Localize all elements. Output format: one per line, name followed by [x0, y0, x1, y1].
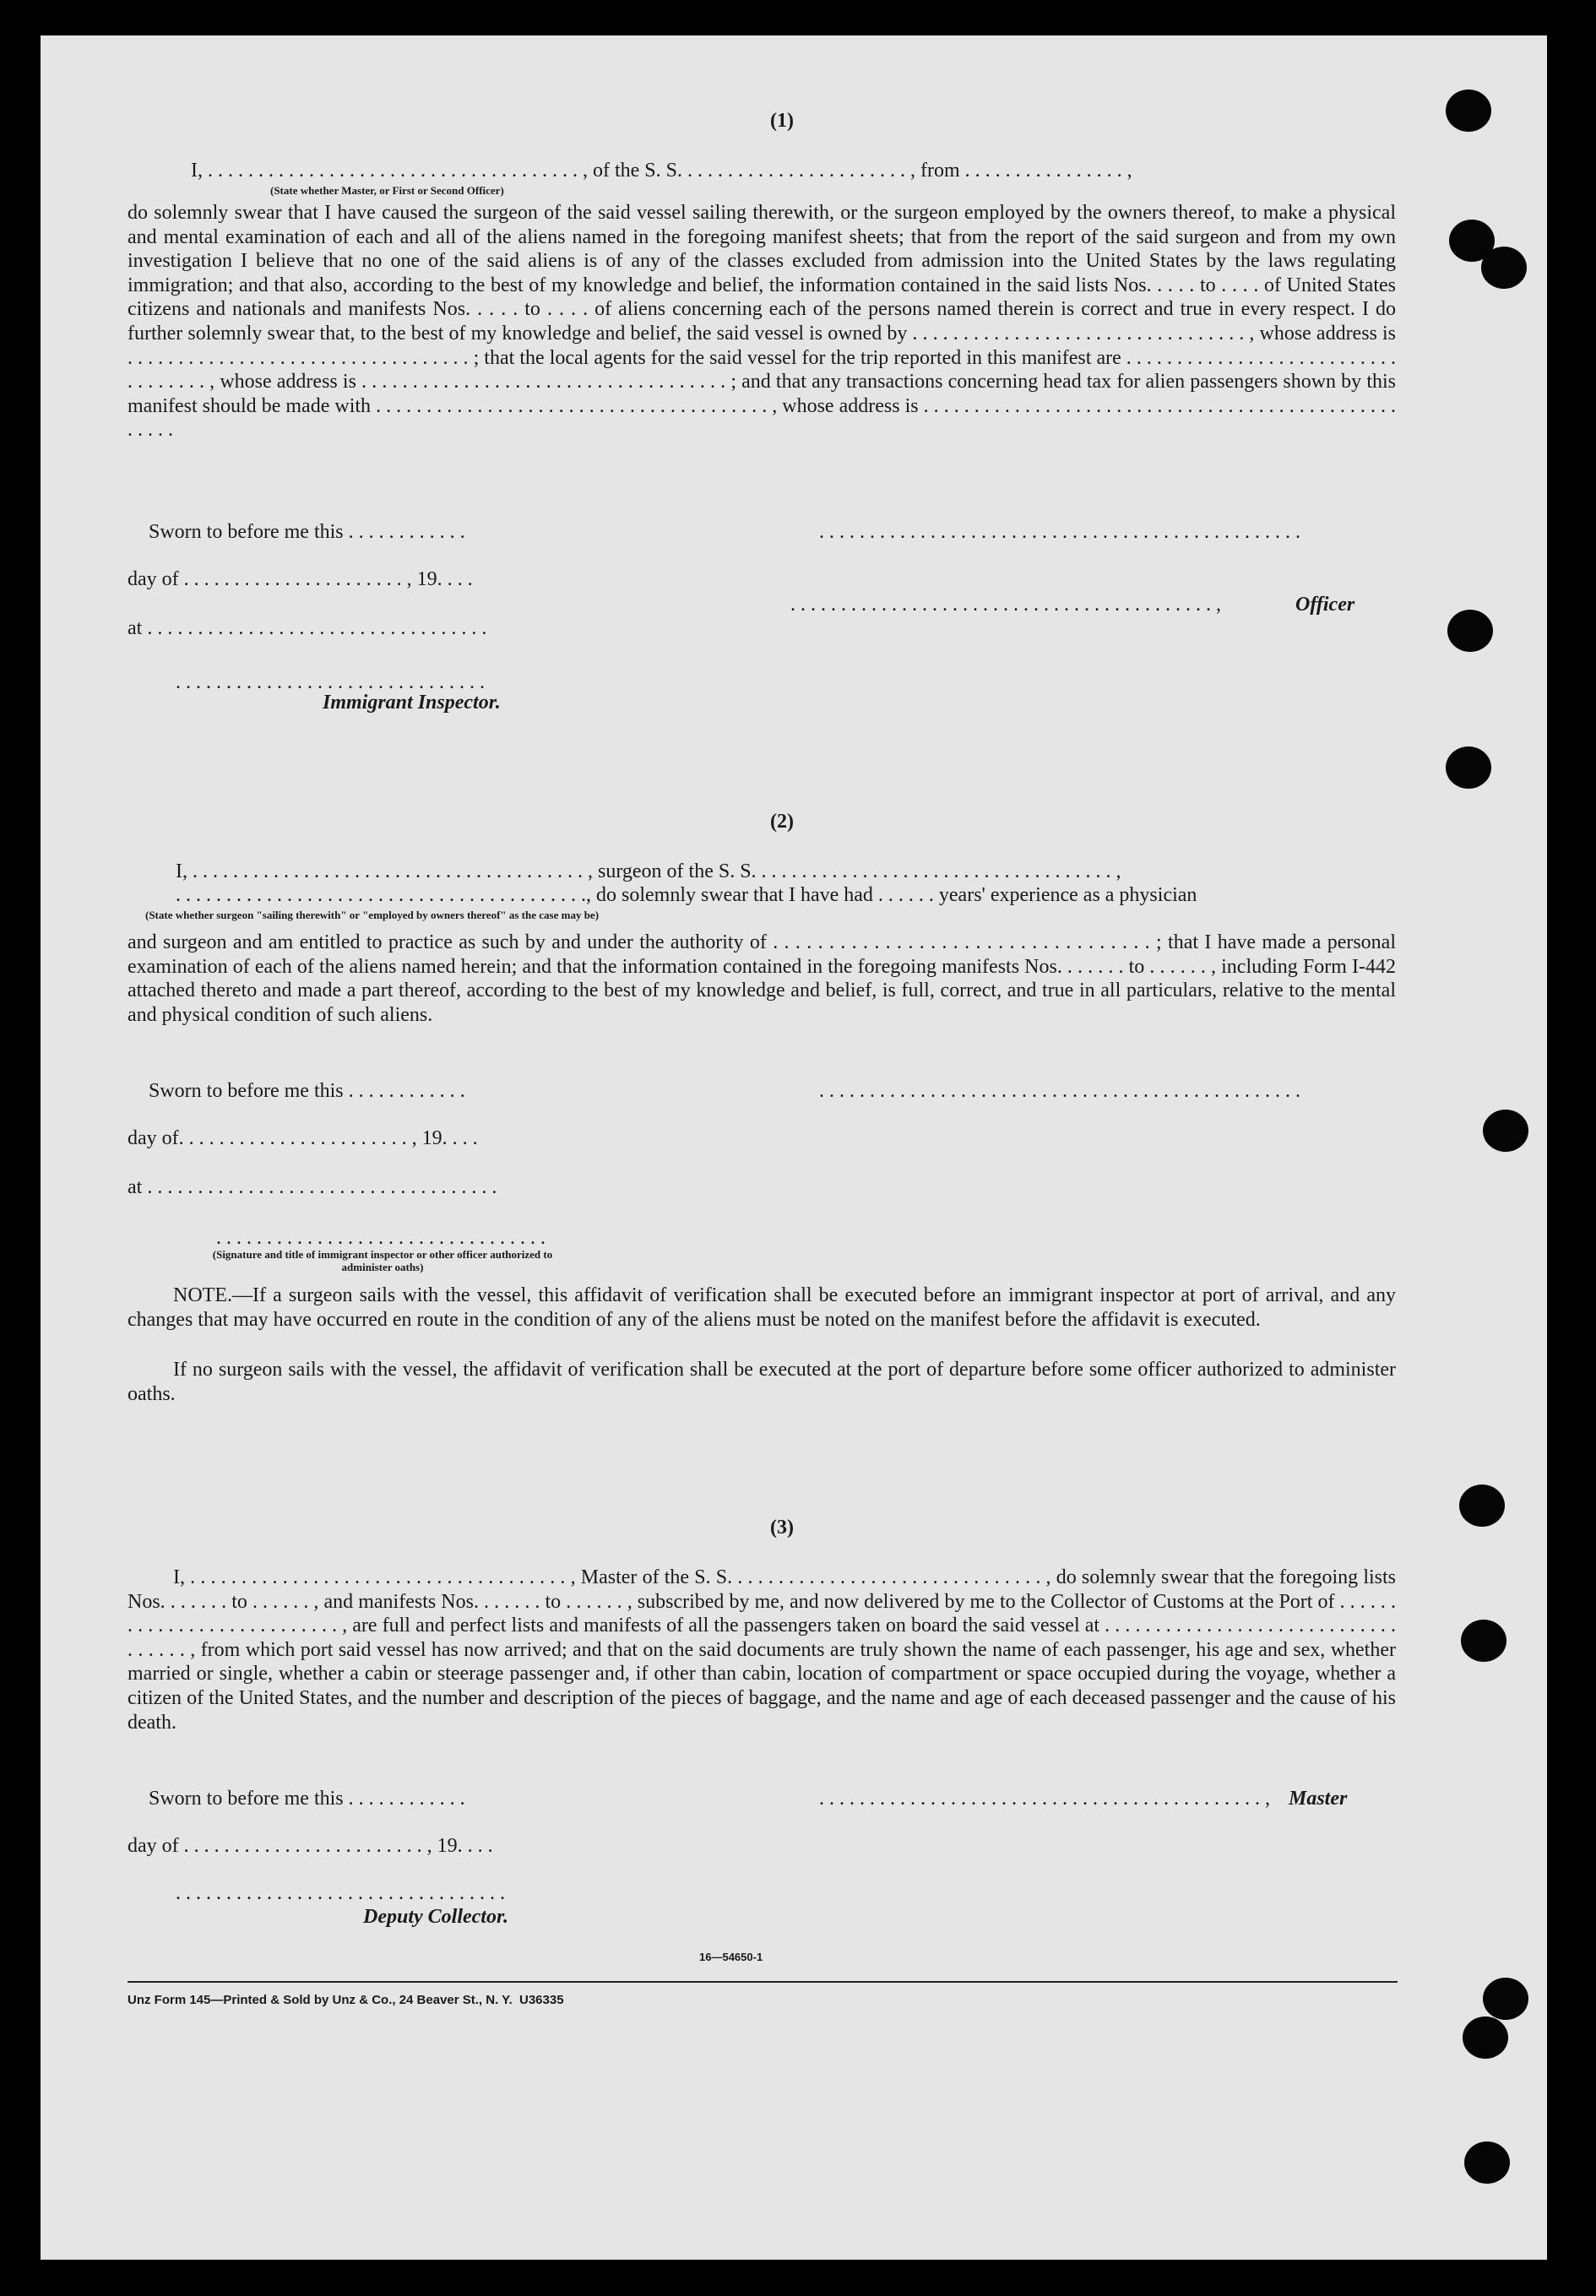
section-3-deputy-line: . . . . . . . . . . . . . . . . . . . . . . . . . . . . . . . . .: [176, 1882, 505, 1904]
section-1-sworn: Sworn to before me this . . . . . . . . . . . .: [149, 521, 465, 543]
section-1-paragraph: do solemnly swear that I have caused the surgeon of the said vessel sailing therewith, or the surgeon employed by the owners thereof, to make a physical and mental examination of each and all of the aliens named in the foregoing manifest sheets; that from the report of the said surgeon and from my own investigation I believe that no one of the said aliens is of any of the classes excluded from admission into the United States by the laws regulating immigration; and that also, according to the best of my knowledge and belief, the information contained in the said lists Nos. . . . . to . . . . of United States citizens and nationals and manifests Nos. . . . . to . . . . of aliens concerning each of the persons named therein is correct and true in every respect. I do further solemnly swear that, to the best of my knowledge and belief, the said vessel is owned by . . . . . . . . . . . . . . . . . . . . . . . . . . . . . . . . . , whose address is . . . . . . . . . . . . . . . . . . . . . . . . . . . . . . . . . . ; that the local agents for the said vessel for the trip reported in this manifest are . . . . . . . . . . . . . . . . . . . . . . . . . . . . . . . . . . . , whose address is . . . . . . . . . . . . . . . . . . . . . . . . . . . . . . . . . . . . ; and that any transactions concerning head tax for alien passengers shown by this manifest should be made with . . . . . . . . . . . . . . . . . . . . . . . . . . . . . . . . . . . . . . . , whose address is . . . . . . . . . . . . . . . . . . . . . . . . . . . . . . . . . . . . . . . . . . . . . . . . . . . .: [128, 202, 1396, 442]
section-1-day: day of . . . . . . . . . . . . . . . . . . . . . . , 19. . . .: [128, 568, 473, 590]
section-1-officer-line: . . . . . . . . . . . . . . . . . . . . . . . . . . . . . . . . . . . . . . . . . . ,: [790, 594, 1221, 616]
section-3-deputy-label: Deputy Collector.: [363, 1906, 508, 1928]
section-2-inspector-line: . . . . . . . . . . . . . . . . . . . . . . . . . . . . . . . . .: [216, 1227, 546, 1249]
section-2-second-line-text: , do solemnly swear that I have had . . . . . . years' experience as a physician: [586, 884, 1197, 906]
printer-imprint: Unz Form 145—Printed & Sold by Unz & Co., 24 Beaver St., N. Y. U36335: [128, 1993, 564, 2007]
note-label: NOTE.: [173, 1284, 232, 1306]
footer-rule: [128, 1981, 1398, 1983]
section-2-note: [128, 1284, 1396, 1332]
binder-hole: [1459, 1485, 1505, 1527]
section-2-inspector-caption: (Signature and title of immigrant inspector or other officer authorized to administer oaths): [212, 1248, 553, 1273]
binder-hole: [1447, 610, 1493, 652]
section-2-signature-line: . . . . . . . . . . . . . . . . . . . . . . . . . . . . . . . . . . . . . . . . . . . . . . . .: [819, 1080, 1300, 1102]
section-3-paragraph: I, . . . . . . . . . . . . . . . . . . . . . . . . . . . . . . . . . . . . . , Master of the S. S. . . . . . . . . . . . . . . . . . . . . . . . . . . . . . . , do solemnly swear that the foregoing lists Nos. . . . . . . to . . . . . . , and manifests Nos. . . . . . . to . . . . . . , subscribed by me, and now delivered by me to the Collector of Customs at the Port of . . . . . . . . . . . . . . . . . . . . . . . . . . . , are full and perfect lists and manifests of all the passengers taken on board the said vessel at . . . . . . . . . . . . . . . . . . . . . . . . . . . . . . . . . . . , from which port said vessel has now arrived; and that on the said documents are truly shown the name of each passenger, his age and sex, whether married or single, whether a cabin or steerage passenger and, if other than cabin, location of compartment or space occupied during the voyage, whether a citizen of the United States, and the number and description of the pieces of baggage, and the name and age of each deceased passenger and the cause of his death.: [128, 1566, 1396, 1734]
section-1-officer-label: Officer: [1295, 594, 1355, 616]
section-1-first-line: I, . . . . . . . . . . . . . . . . . . . . . . . . . . . . . . . . . . . . . , of the S. S. . . . . . . . . . . . . . . . . . . . . . . , from . . . . . . . . . . . . . . . . ,: [191, 160, 1132, 182]
section-2-number: (2): [770, 811, 794, 833]
section-2-caption: (State whether surgeon "sailing therewith" or "employed by owners thereof" as the case may be): [145, 909, 600, 921]
section-2-second-line-dots: . . . . . . . . . . . . . . . . . . . . . . . . . . . . . . . . . . . . . . . . .: [176, 884, 586, 906]
section-3-master-line: . . . . . . . . . . . . . . . . . . . . . . . . . . . . . . . . . . . . . . . . . . . . ,: [819, 1788, 1270, 1810]
section-2-sworn: Sworn to before me this . . . . . . . . . . . .: [149, 1080, 465, 1102]
form-code: 16—54650-1: [699, 1951, 763, 1963]
section-1-number: (1): [770, 110, 794, 132]
section-2-paragraph: and surgeon and am entitled to practice as such by and under the authority of . . . . . . . . . . . . . . . . . . . . . . . . . . . . . . . . . . ; that I have made a personal examination of each of the aliens named herein; and that the information contained in the foregoing manifests Nos. . . . . . . to . . . . . . , including Form I-442 attached thereto and made a part thereof, according to the best of my knowledge and belief, is full, correct, and true in all particulars, relative to the mental and physical condition of such aliens.: [128, 931, 1396, 1026]
binder-hole: [1446, 90, 1491, 132]
section-3-number: (3): [770, 1517, 794, 1539]
binder-hole: [1461, 1620, 1506, 1662]
binder-hole: [1446, 746, 1491, 789]
section-1-caption: (State whether Master, or First or Second Officer): [270, 184, 504, 197]
binder-hole: [1483, 1110, 1528, 1152]
binder-hole: [1464, 2141, 1510, 2184]
section-2-first-line: I, . . . . . . . . . . . . . . . . . . . . . . . . . . . . . . . . . . . . . . . , surgeon of the S. S. . . . . . . . . . . . . . . . . . . . . . . . . . . . . . . . . . . . ,: [176, 860, 1121, 882]
binder-hole: [1481, 247, 1527, 289]
binder-hole: [1463, 2016, 1508, 2059]
section-2-day: day of. . . . . . . . . . . . . . . . . . . . . . . , 19. . . .: [128, 1127, 478, 1149]
section-1-inspector-label: Immigrant Inspector.: [323, 692, 501, 714]
form-page: [41, 35, 1547, 2260]
binder-hole: [1483, 1978, 1528, 2020]
section-1-inspector-line: . . . . . . . . . . . . . . . . . . . . . . . . . . . . . . .: [176, 671, 485, 693]
note-text: —If a surgeon sails with the vessel, this affidavit of verification shall be executed before an immigrant inspector at port of arrival, and any changes that may have occurred en route in the condition of any of the aliens must be noted on the manifest before the affidavit is executed.: [128, 1284, 1396, 1331]
section-1-signature-line: . . . . . . . . . . . . . . . . . . . . . . . . . . . . . . . . . . . . . . . . . . . . . . . .: [819, 521, 1300, 543]
section-1-at: at . . . . . . . . . . . . . . . . . . . . . . . . . . . . . . . . . .: [128, 617, 487, 639]
section-2-at: at . . . . . . . . . . . . . . . . . . . . . . . . . . . . . . . . . . .: [128, 1176, 497, 1198]
section-3-day: day of . . . . . . . . . . . . . . . . . . . . . . . . , 19. . . .: [128, 1835, 493, 1857]
section-3-sworn: Sworn to before me this . . . . . . . . . . . .: [149, 1788, 465, 1810]
section-3-master-label: Master: [1289, 1788, 1348, 1810]
section-2-note-2: If no surgeon sails with the vessel, the affidavit of verification shall be executed at the port of departure before some officer authorized to administer oaths.: [128, 1359, 1396, 1405]
